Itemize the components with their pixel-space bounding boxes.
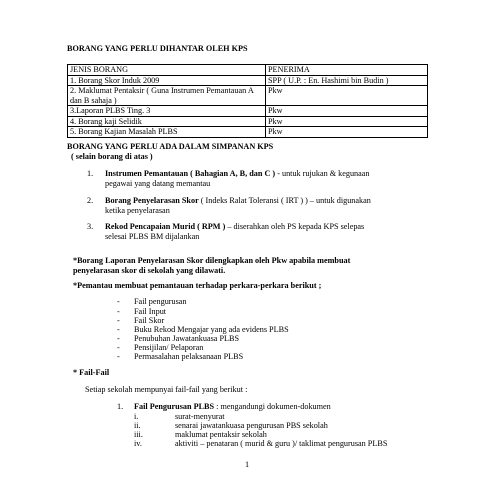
list-item-text: : mengandungi dokumen-dokumen [214, 402, 331, 411]
list-item: maklumat pentaksir sekolah [175, 430, 267, 439]
table-cell: 2. Maklumat Pentaksir ( Guna Instrumen Pemantauan A dan B sahaja ) [68, 86, 266, 106]
list-item: Fail pengurusan [134, 297, 187, 306]
roman-number: ii. [134, 421, 141, 430]
roman-number: iii. [134, 430, 143, 439]
list-item: Buku Rekod Mengajar yang ada evidens PLBS [134, 325, 289, 334]
list-item-bold: Rekod Pencapaian Murid ( RPM ) [105, 222, 226, 231]
section2-title: BORANG YANG PERLU ADA DALAM SIMPANAN KPS [67, 142, 274, 151]
dash-bullet: - [117, 316, 120, 325]
list-item-continuation: ketika penyelarasan [105, 206, 170, 215]
list-item-number: 3. [87, 222, 94, 231]
table-header: PENERIMA [266, 65, 428, 76]
forms-table [67, 64, 428, 138]
table-row [68, 127, 428, 138]
table-row [68, 116, 428, 127]
list-item: Permasalahan pelaksanaan PLBS [134, 352, 244, 361]
list-item: Fail Input [134, 307, 167, 316]
table-cell: Pkw [266, 86, 428, 106]
table-cell: Pkw [266, 127, 428, 138]
list-item-continuation: selesai PLBS BM dijalankan [105, 232, 200, 241]
table-row [68, 106, 428, 117]
table-cell: Pkw [266, 116, 428, 127]
dash-bullet: - [117, 352, 120, 361]
note-line: penyelarasan skor di sekolah yang dilawati. [73, 266, 226, 275]
table-row [68, 75, 428, 86]
list-item-number: 1. [117, 402, 124, 411]
note-line: *Borang Laporan Penyelarasan Skor dilengkapkan oleh Pkw apabila membuat [73, 256, 351, 265]
list-item-bold: Borang Penyelarasan Skor [105, 196, 199, 205]
table-cell: 4. Borang kaji Selidik [68, 116, 266, 127]
table-cell: 1. Borang Skor Induk 2009 [68, 75, 266, 86]
roman-number: iv. [134, 439, 142, 448]
page-number: 1 [245, 460, 250, 469]
section-title: BORANG YANG PERLU DIHANTAR OLEH KPS [67, 44, 248, 53]
list-item-bold: Fail Pengurusan PLBS [134, 402, 215, 411]
list-item-continuation: pegawai yang datang memantau [105, 179, 211, 188]
table-header: JENIS BORANG [68, 65, 266, 76]
list-item: Penubuhan Jawatankuasa PLBS [134, 334, 240, 343]
list-item-bold: Instrumen Pemantauan ( Bahagian A, B, dan C ) [105, 169, 276, 178]
list-item: surat-menyurat [175, 412, 225, 421]
list-item-text: – diserahkan oleh PS kepada KPS selepas [225, 222, 365, 231]
roman-number: i. [134, 412, 139, 421]
fail-heading: * Fail-Fail [73, 368, 110, 377]
dash-bullet: - [117, 307, 120, 316]
fail-intro: Setiap sekolah mempunyai fail-fail yang berikut : [85, 385, 248, 394]
list-item [105, 222, 364, 232]
dash-bullet: - [117, 343, 120, 352]
list-item-text: ( Indeks Ralat Toleransi ( IRT ) ) – untuk digunakan [198, 196, 371, 205]
list-item: Pensijilan/ Pelaporan [134, 343, 204, 352]
note-line: *Pemantau membuat pemantauan terhadap perkara-perkara berikut ; [73, 281, 322, 290]
list-item: aktiviti – penataran ( murid & guru )/ taklimat pengurusan PLBS [175, 439, 388, 448]
dash-bullet: - [117, 334, 120, 343]
table-row [68, 86, 428, 106]
table-cell: 3.Laporan PLBS Ting. 3 [68, 106, 266, 117]
list-item [134, 402, 331, 412]
dash-bullet: - [117, 325, 120, 334]
table-header-row [68, 65, 428, 76]
list-item [105, 196, 371, 206]
list-item [105, 169, 370, 179]
table-cell: Pkw [266, 106, 428, 117]
table-cell: 5. Borang Kajian Masalah PLBS [68, 127, 266, 138]
section2-subtitle: ( selain borang di atas ) [71, 152, 153, 161]
table-cell: SPP ( U.P. : En. Hashimi bin Budin ) [266, 75, 428, 86]
list-item-number: 1. [87, 169, 94, 178]
list-item-text: - untuk rujukan & kegunaan [275, 169, 370, 178]
list-item-number: 2. [87, 196, 94, 205]
dash-bullet: - [117, 297, 120, 306]
list-item: Fail Skor [134, 316, 165, 325]
list-item: senarai jawatankuasa pengurusan PBS sekolah [175, 421, 328, 430]
